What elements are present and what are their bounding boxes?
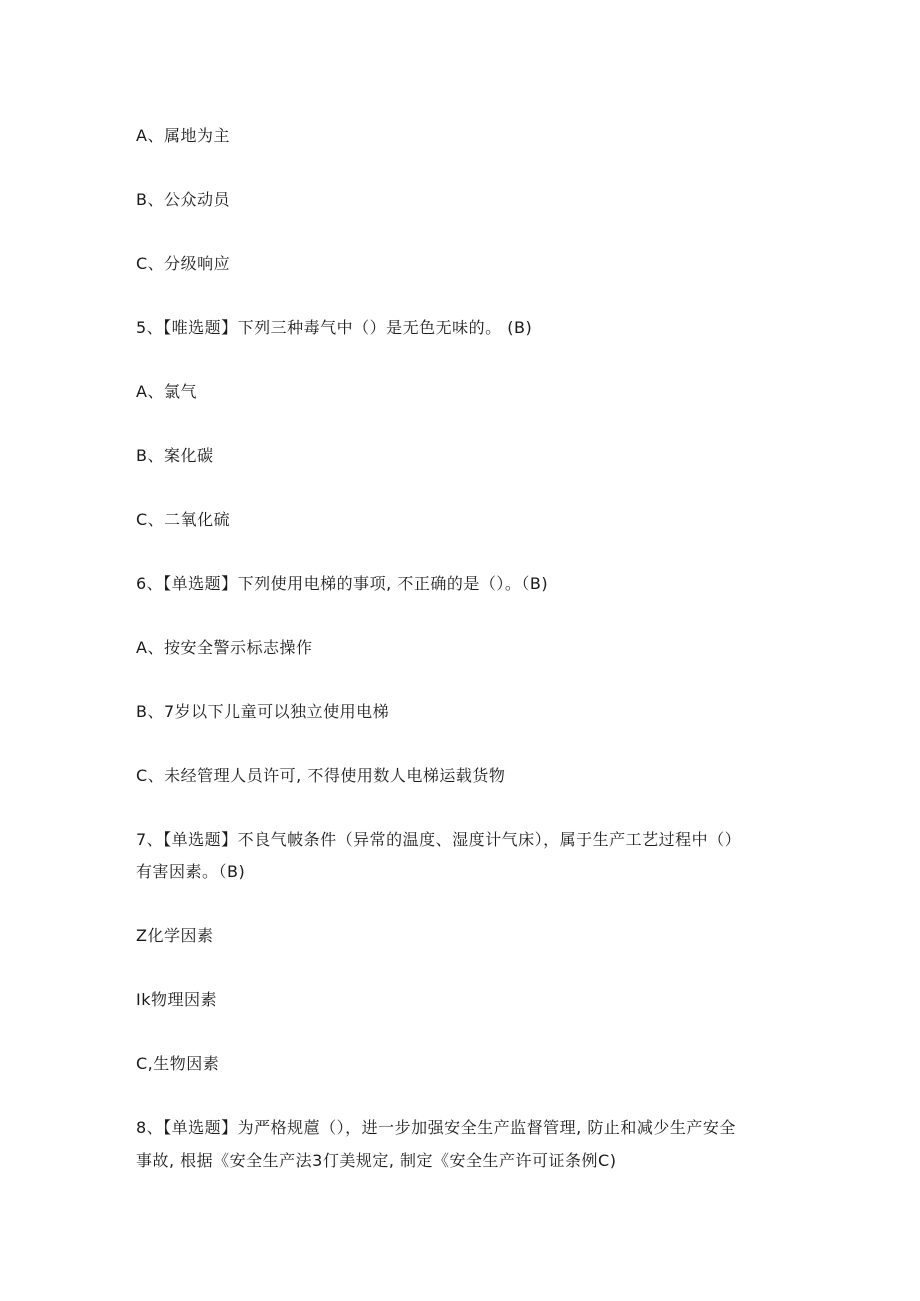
q6-option-c: C、未经管理人员许可, 不得使用数人电梯运载货物: [136, 766, 506, 785]
q4-option-a: A、属地为主: [136, 126, 230, 145]
question-5: 5、【唯选题】下列三种毒气中（）是无色无味的。 (B): [136, 318, 533, 337]
question-8-line-2: 事故, 根据《安全生产法3仃美规定, 制定《安全生产许可证条例C): [136, 1151, 617, 1170]
question-7-line-2: 有害因素。（B): [136, 862, 246, 881]
q7-option-a: Z化学因素: [136, 926, 214, 945]
q6-option-b: B、7岁以下儿童可以独立使用电梯: [136, 702, 390, 721]
q4-option-b: B、公众动员: [136, 190, 230, 209]
question-7-line-1: 7、【单选题】不良气帔条件（异常的温度、湿度计气床），属于生产工艺过程中（）: [136, 830, 742, 849]
q7-option-c: C,生物因素: [136, 1054, 220, 1073]
q6-option-a: A、按安全警示标志操作: [136, 638, 313, 657]
q5-option-a: A、氯气: [136, 382, 197, 401]
q5-option-b: B、案化碳: [136, 446, 214, 465]
question-8-line-1: 8、【单选题】为严格规蔰（），进一步加强安全生产监督管理, 防止和减少生产安全: [136, 1118, 736, 1137]
q7-option-b: Ik物理因素: [136, 990, 217, 1009]
q5-option-c: C、二氧化硫: [136, 510, 231, 529]
question-6: 6、【单选题】下列使用电梯的事项, 不正确的是（）。（B): [136, 574, 549, 593]
q4-option-c: C、分级响应: [136, 254, 231, 273]
